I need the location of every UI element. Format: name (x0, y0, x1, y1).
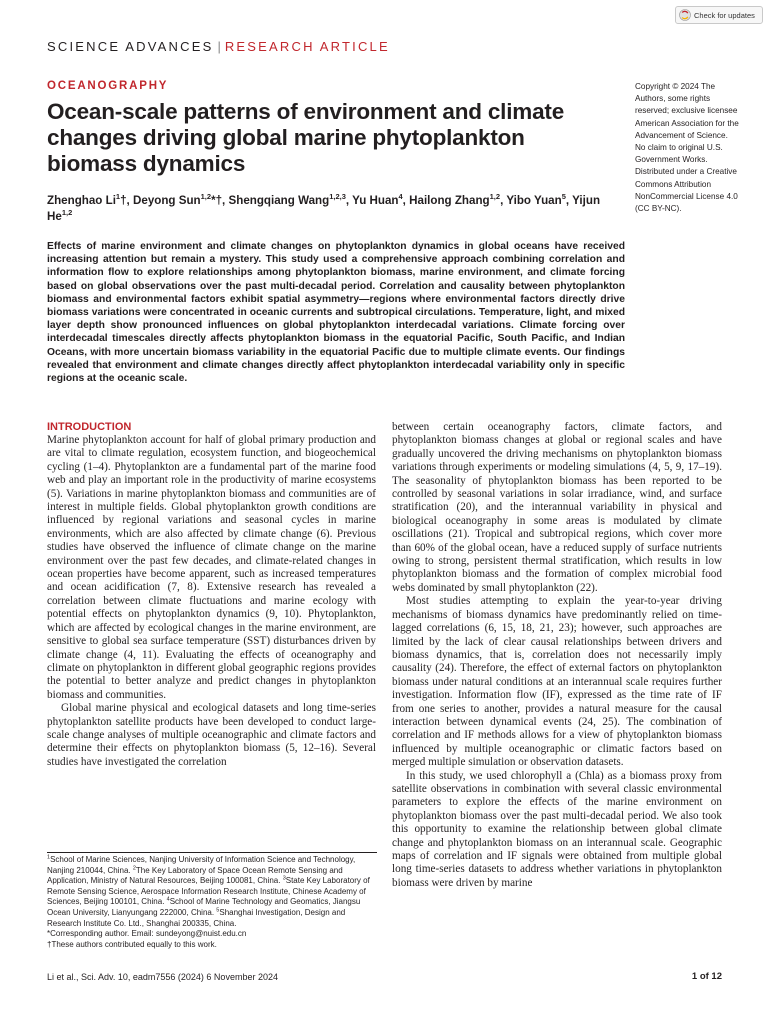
journal-name: SCIENCE ADVANCES (47, 39, 214, 54)
author-name: Yibo Yuan (506, 194, 562, 207)
copyright-notice: Copyright © 2024 The Authors, some rights reserved; exclusive licensee American Association for the Advancement of Science. No claim to original U.S. Government Works. Distributed under a Creative Commons Attribution NonCommercial License 4.0 (CC BY-NC). (635, 82, 739, 214)
affiliation-text: State Key Laboratory of Remote Sensing Science, Aerospace Information Research Institute, Chinese Academy of Sciences, Beijing 100101, China. (47, 876, 370, 907)
citation-footer: Li et al., Sci. Adv. 10, eadm7556 (2024) 6 November 2024 (47, 972, 278, 982)
affiliation-text: School of Marine Sciences, Nanjing University of Information Science and Technology, Nanjing 210044, China. (47, 855, 356, 875)
body-paragraph: Most studies attempting to explain the year-to-year driving mechanisms of biomass dynamics have predominantly relied on time-lagged correlations (6, 15, 18, 21, 23); however, such approaches are limited by the lack of clear causal relationships between drivers and biomass dynamics, that is, correlation does not necessarily imply causality (24). Therefore, the effect of external factors on phytoplankton biomass under natural conditions at an interannual scale requires further investigation. Information flow (IF), expressed as the time rate of IF from one series to another, provides a natural measure for the causal interaction between dynamical events (24, 25). The combination of correlation and IF methods allows for a view of phytoplankton biomass influenced by multiple oceanographic or climatic factors based on merged multiple simulation or observation datasets. (392, 595, 722, 769)
affiliation-text: School of Marine Technology and Geomatics, Jiangsu Ocean University, Lianyungang 222000, China. (47, 897, 361, 917)
affiliation-text: Shanghai Investigation, Design and Research Institute Co. Ltd., Shanghai 200335, China. (47, 907, 346, 928)
equal-contribution-note: †These authors contributed equally to this work. (47, 939, 217, 949)
author-note-mark: † (120, 194, 127, 207)
affiliation-number: 4 (166, 896, 170, 903)
affiliation-number: 3 (282, 875, 286, 882)
author-separator: , (500, 194, 507, 207)
affiliation-number: 2 (132, 864, 136, 871)
author-affiliation-mark: 5 (561, 192, 566, 202)
check-for-updates-button[interactable] (675, 6, 763, 24)
body-column-right (392, 421, 722, 890)
author-name: Yijun He (47, 194, 601, 223)
author-separator: , (565, 194, 573, 207)
body-column-left (47, 421, 376, 769)
author-name: Yu Huan (352, 194, 399, 207)
affiliation-text: The Key Laboratory of Space Ocean Remote Sensing and Application, Ministry of Natural Resources, Beijing 100081, China. (47, 865, 343, 886)
author-separator: , (402, 194, 410, 207)
author-affiliation-mark: 1,2 (200, 192, 212, 202)
body-paragraph: Marine phytoplankton account for half of global primary production and are vital to climate regulation, ecosystem function, and biogeochemical cycling (1–4). Phytoplankton are a fundamental part of the marine food web and play an important role in the productivity of marine ecosystems (5). Variations in marine phytoplankton biomass and communities are of interest in multiple fields. Global phytoplankton growth conditions are influenced by regional variations and seasonal cycles in marine environments, which are also affected by climate change (6). Previous studies have observed the influence of climate change on the marine environment over the past few decades, and climate-related changes in ocean properties have become apparent, such as increased temperatures and ocean acidification (7, 8). Extensive research has revealed a correlation between climate fluctuations and marine ecology with potential effects on phytoplankton dynamics (9, 10). Phytoplankton, which are affected by ecological changes in the marine environment, are sensitive to global sea surface temperature (SST) disturbances driven by climate change (4, 11). Evaluating the effects of oceanography and climate on phytoplankton in different global geographic regions provides the potential to better analyze and predict changes in phytoplankton biomass and communities. (47, 434, 376, 701)
author-separator: , (126, 194, 133, 207)
journal-header (47, 39, 390, 54)
abstract: Effects of marine environment and climate changes on phytoplankton dynamics in global oceans have received increasing attention but remain a mystery. This study used a comprehensive approach combining correlation and information flow to explore relationships among phytoplankton biomass, marine environment, and climate forcing based on global observations over the past multi-decadal period. Correlation and causality between phytoplankton biomass and environmental factors exhibit spatial asymmetry—regions where environmental factors directly drive biomass variations were concentrated in oceanic currents and subtropical circulations. Temperature, light, and mixed layer depth show pronounced influences on global phytoplankton interdecadal variations. Climate forcing over interdecadal timescales directly affects phytoplankton biomass in the equatorial Pacific, South Pacific, and Indian Oceans, with more uncertain biomass variability in the equatorial Pacific due to multiple climate events. Our findings revealed that environment and climate changes directly affect phytoplankton interdecadal variability only in specific regions at the oceanic scale. (47, 241, 625, 385)
check-updates-label: Check for updates (694, 10, 755, 20)
affiliations (47, 855, 377, 929)
author-name: Deyong Sun (133, 194, 201, 207)
author-affiliation-mark: 1,2,3 (329, 192, 346, 202)
author-name: Shengqiang Wang (228, 194, 330, 207)
subject-category: OCEANOGRAPHY (47, 80, 169, 92)
body-paragraph: Global marine physical and ecological datasets and long time-series phytoplankton satellite products have been developed to conduct large-scale change analyses of multiple oceanographic and climate factors and determine their effects on phytoplankton biomass (5, 12–16). Several studies have investigated the correlation (47, 702, 376, 768)
author-affiliation-mark: 1,2 (61, 208, 73, 218)
check-updates-icon (679, 9, 691, 21)
author-name: Hailong Zhang (409, 194, 490, 207)
affiliation-number: 5 (216, 907, 220, 914)
affiliation-number: 1 (47, 854, 51, 861)
corresponding-author: *Corresponding author. Email: sundeyong@nuist.edu.cn (47, 929, 247, 939)
page-number: 1 of 12 (691, 971, 722, 982)
article-title: Ocean-scale patterns of environment and climate changes driving global marine phytoplankton biomass dynamics (47, 99, 565, 176)
author-separator: , (345, 194, 353, 207)
body-paragraph: In this study, we used chlorophyll a (Chla) as a biomass proxy from satellite observations in combination with several classic environmental parameters to explore the effects of the marine environment on phytoplankton biomass over the past multi-decadal period. We also took this opportunity to examine the relationship between global climate change and phytoplankton biomass on an interannual scale. Geographic maps of correlation and IF signals were obtained from multiple global long time-series datasets to address whether variations in phytoplankton biomass were driven by marine (392, 769, 722, 889)
author-affiliation-mark: 1,2 (489, 192, 501, 202)
author-note-mark: *† (211, 194, 223, 207)
section-heading-introduction: INTRODUCTION (47, 421, 132, 433)
author-list (47, 193, 607, 225)
author-affiliation-mark: 4 (398, 192, 403, 202)
article-type: RESEARCH ARTICLE (224, 39, 390, 54)
header-separator: | (217, 39, 221, 54)
affiliation-footnotes (47, 852, 377, 950)
author-separator: , (222, 194, 229, 207)
author-affiliation-mark: 1 (115, 192, 121, 202)
body-paragraph: between certain oceanography factors, climate factors, and phytoplankton biomass changes at global or regional scales and have gradually uncovered the driving mechanisms on phytoplankton biomass variations through experiments or modeling simulations (4, 5, 9, 17–19). The seasonality of phytoplankton biomass has been reported to be controlled by seasonal variations in solar irradiance, wind, and surface stratification (20), and the interannual variability in physical and biological oceanography in some areas is modulated by climate oscillations (21). Tropical and subtropical regions, which cover more than 60% of the global ocean, have a reduced supply of surface nutrients owing to strong, persistent thermal stratification, which results in low phytoplankton biomass and the formation of complex microbial food webs dominated by small phytoplankton (22). (392, 421, 722, 594)
author-name: Zhenghao Li (47, 194, 116, 207)
